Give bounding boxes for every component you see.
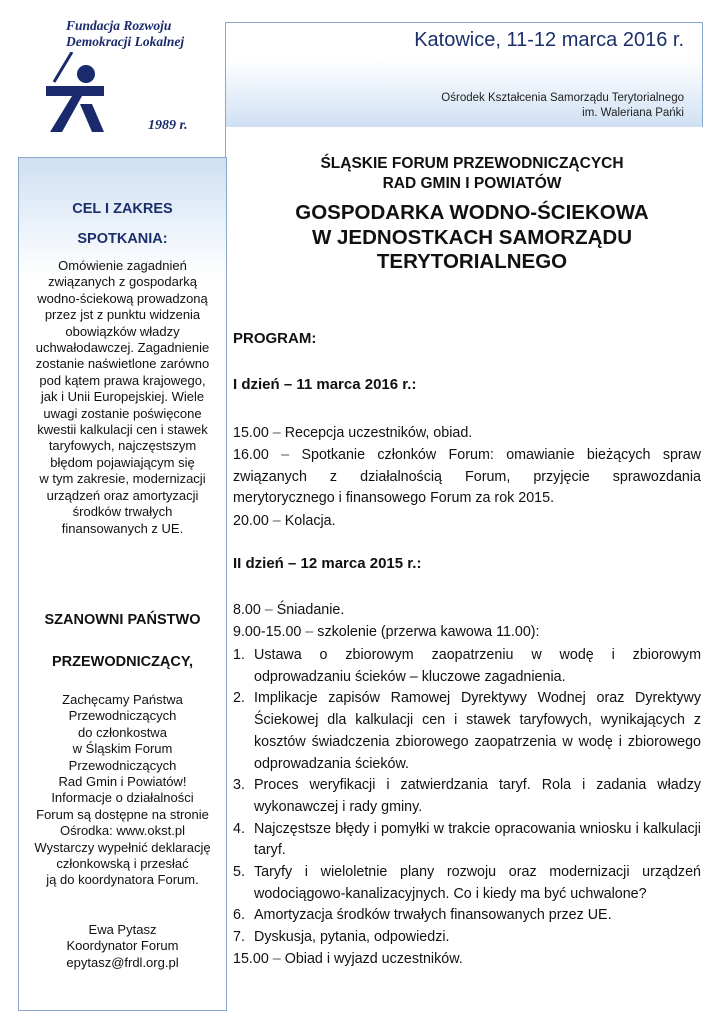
invite-line-website[interactable]: Ośrodka: www.okst.pl bbox=[60, 823, 185, 839]
goal-line: finansowanych z UE. bbox=[61, 520, 184, 536]
day1-heading: I dzień – 11 marca 2016 r.: bbox=[233, 376, 417, 393]
page-title-line3: TERYTORIALNEGO bbox=[376, 250, 568, 273]
logo-org-line2: Demokracji Lokalnej bbox=[66, 34, 185, 49]
invite-line: Przewodniczących bbox=[68, 708, 177, 724]
day2-heading: II dzień – 12 marca 2015 r.: bbox=[233, 555, 422, 572]
goal-line: związanych z gospodarką bbox=[48, 274, 197, 290]
foundation-logo bbox=[44, 12, 214, 140]
forum-title-line2: RAD GMIN I POWIATÓW bbox=[382, 175, 562, 192]
schedule-text: Recepcja uczestników, obiad. bbox=[284, 425, 473, 441]
topic-item bbox=[233, 645, 701, 688]
invite-line: Zachęcamy Państwa bbox=[62, 692, 183, 707]
forum-title-line1: ŚLĄSKIE FORUM PRZEWODNICZĄCYCH bbox=[320, 155, 624, 172]
topic-text: Proces weryfikacji i zatwierdzania taryf. Rola i zadania władzy wykonawczej i rady gminy. bbox=[254, 777, 701, 815]
dash-separator: – bbox=[272, 425, 281, 441]
dash-separator: – bbox=[281, 447, 290, 463]
schedule-time: 16.00 bbox=[233, 447, 269, 463]
topic-text: Taryfy i wieloletnie plany rozwoju oraz modernizacji urządzeń wodociągowo-kanalizacyjnych. Co i kiedy ma być uchwalone? bbox=[254, 864, 701, 902]
page-title-line2: W JEDNOSTKACH SAMORZĄDU bbox=[311, 225, 633, 249]
institution-line1: Ośrodek Kształcenia Samorządu Terytorialnego bbox=[441, 92, 684, 104]
goal-heading-line1: CEL I ZAKRES bbox=[72, 201, 173, 217]
topic-number: 7. bbox=[233, 929, 245, 946]
schedule-time: 15.00 bbox=[233, 425, 269, 441]
topic-item bbox=[233, 927, 701, 949]
goal-line: przez jst z punktu widzenia bbox=[44, 307, 201, 323]
schedule-item bbox=[233, 600, 701, 622]
goal-line: pod kątem prawa krajowego, bbox=[39, 372, 206, 388]
schedule-time: 20.00 bbox=[233, 513, 269, 529]
topic-number: 4. bbox=[233, 820, 245, 837]
logo-org-name bbox=[66, 18, 184, 50]
invite-line: Rad Gmin i Powiatów! bbox=[58, 774, 187, 790]
topic-text: Dyskusja, pytania, odpowiedzi. bbox=[254, 929, 450, 946]
schedule-text: Kolacja. bbox=[284, 513, 336, 529]
header-box bbox=[225, 22, 703, 127]
forum-title bbox=[233, 154, 711, 194]
institution bbox=[441, 91, 684, 121]
sidebar bbox=[18, 157, 227, 1011]
schedule-item bbox=[233, 511, 701, 533]
dash-separator: – bbox=[272, 950, 281, 967]
goal-heading-line2: SPOTKANIA: bbox=[77, 231, 168, 247]
goal-text bbox=[19, 258, 226, 537]
institution-line2: im. Waleriana Pańki bbox=[582, 107, 684, 119]
invite-line: w Śląskim Forum bbox=[72, 741, 173, 757]
invite-line: do członkostwa bbox=[78, 724, 167, 740]
contact-name: Ewa Pytasz bbox=[88, 922, 157, 937]
program-heading: PROGRAM: bbox=[233, 330, 317, 347]
topic-item bbox=[233, 862, 701, 905]
goal-line: urządzeń oraz amortyzacji bbox=[46, 487, 199, 503]
invite-line: Forum są dostępne na stronie bbox=[36, 806, 209, 822]
topic-number: 2. bbox=[233, 690, 245, 707]
goal-line: wodno-ściekową prowadzoną bbox=[37, 290, 208, 306]
logo-year: 1989 r. bbox=[148, 118, 188, 133]
topic-item bbox=[233, 775, 701, 818]
schedule-text: Śniadanie. bbox=[276, 602, 345, 618]
contact-email-link[interactable]: epytasz@frdl.org.pl bbox=[66, 954, 179, 970]
schedule-text: Obiad i wyjazd uczestników. bbox=[284, 950, 463, 967]
dash-separator: – bbox=[272, 513, 281, 529]
topic-item bbox=[233, 819, 701, 862]
topic-item bbox=[233, 905, 701, 927]
schedule-item bbox=[233, 423, 701, 445]
schedule-time: 8.00 bbox=[233, 602, 261, 618]
goal-line: kwestii kalkulacji cen i stawek bbox=[37, 422, 208, 438]
greeting-line1: SZANOWNI PAŃSTWO bbox=[44, 612, 201, 628]
goal-line: uwagi zostanie poświęcone bbox=[43, 405, 202, 421]
schedule-text: szkolenie (przerwa kawowa 11.00): bbox=[317, 624, 540, 640]
goal-line: zostanie naświetlone zarówno bbox=[35, 356, 210, 372]
closing-item bbox=[233, 949, 701, 971]
goal-line: jak i Unii Europejskiej. Wiele bbox=[40, 389, 205, 405]
goal-line: taryfowych, najczęstszym bbox=[48, 438, 197, 454]
topic-number: 3. bbox=[233, 777, 245, 794]
topic-number: 6. bbox=[233, 907, 245, 924]
contact bbox=[19, 922, 226, 971]
goal-line: Omówienie zagadnień bbox=[58, 258, 187, 273]
schedule-time: 15.00 bbox=[233, 950, 269, 967]
invite-line: członkowską i przesłać bbox=[56, 856, 189, 872]
goal-line: uchwałodawczej. Zagadnienie bbox=[35, 340, 210, 356]
topic-list bbox=[233, 645, 701, 971]
goal-line: obowiązków władzy bbox=[65, 323, 180, 339]
topic-item bbox=[233, 688, 701, 775]
goal-line: środków trwałych bbox=[72, 504, 173, 520]
page-title bbox=[233, 201, 711, 275]
topic-number: 5. bbox=[233, 864, 245, 881]
schedule-text: Spotkanie członków Forum: omawianie bieżących spraw związanych z działalnością Forum, przyjęcie sprawozdania merytorycznego i finansowego Forum za rok 2015. bbox=[233, 447, 701, 507]
event-date: Katowice, 11-12 marca 2016 r. bbox=[414, 29, 684, 51]
schedule-item bbox=[233, 445, 701, 510]
topic-number: 1. bbox=[233, 647, 245, 663]
topic-text: Najczęstsze błędy i pomyłki w trakcie opracowania wniosku i kalkulacji taryf. bbox=[254, 820, 701, 859]
dash-separator: – bbox=[305, 624, 314, 640]
goal-heading bbox=[19, 194, 226, 254]
schedule-time: 9.00-15.00 bbox=[233, 624, 302, 640]
greeting-line2: PRZEWODNICZĄCY, bbox=[52, 654, 193, 670]
invite-line: Informacje o działalności bbox=[51, 790, 194, 806]
schedule-item bbox=[233, 622, 701, 644]
page-title-line1: GOSPODARKA WODNO-ŚCIEKOWA bbox=[295, 201, 649, 224]
topic-text: Ustawa o zbiorowym zaopatrzeniu w wodę i zbiorowym odprowadzaniu ścieków – kluczowe zagadnienia. bbox=[254, 647, 701, 685]
invite-line: ją do koordynatora Forum. bbox=[46, 872, 199, 888]
contact-role: Koordynator Forum bbox=[66, 938, 179, 954]
invite-line: Przewodniczących bbox=[68, 757, 177, 773]
logo-org-line1: Fundacja Rozwoju bbox=[66, 18, 172, 33]
invite-line: Wystarczy wypełnić deklarację bbox=[34, 839, 211, 855]
logo-figure-icon bbox=[44, 52, 144, 144]
goal-line: w tym zakresie, modernizacji bbox=[39, 471, 206, 487]
invite-text bbox=[19, 692, 226, 889]
goal-line: błędom pojawiającym się bbox=[50, 454, 195, 470]
dash-separator: – bbox=[264, 602, 273, 618]
topic-text: Amortyzacja środków trwałych finansowanych przez UE. bbox=[254, 907, 612, 924]
topic-text: Implikacje zapisów Ramowej Dyrektywy Wodnej oraz Dyrektywy Ściekowej dla kalkulacji cen i stawek taryfowych, wynikających z kosztów świadczenia zbiorowego zaopatrzenia w wodę i zbiorowego odprowadzania ścieków. bbox=[254, 690, 701, 772]
